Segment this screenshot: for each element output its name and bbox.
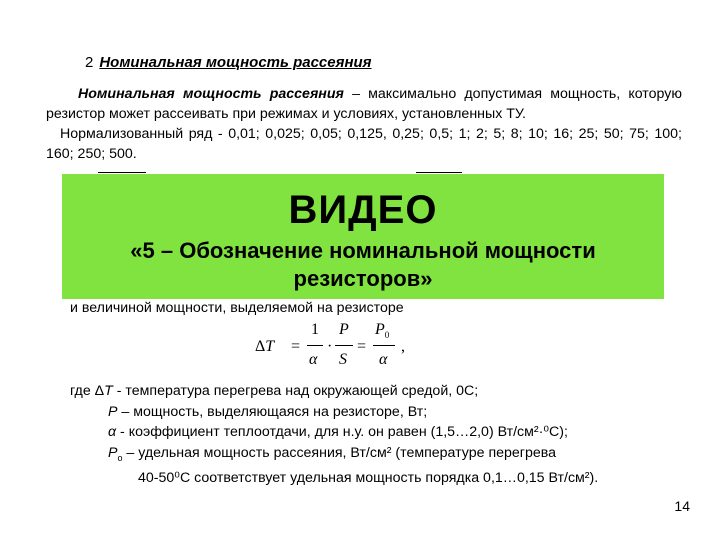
- definition-text: [46, 84, 682, 124]
- video-overlay[interactable]: [62, 174, 664, 299]
- symbol-definitions: [70, 381, 598, 488]
- definition-term: Номинальная мощность рассеяния: [78, 86, 344, 102]
- def-specific-power-cont: 40-50⁰С соответствует удельная мощность порядка 0,1…0,15 Вт/см²).: [138, 469, 599, 486]
- definition-paragraph: [46, 84, 682, 164]
- section-title: Номинальная мощность рассеяния: [99, 54, 372, 71]
- def-specific-power: $P_о$ – удельная мощность рассеяния, Вт/см² (температуре перегрева: [108, 444, 557, 463]
- section-number: 2: [85, 54, 94, 71]
- page-number: 14: [674, 498, 690, 514]
- frac2-numerator: P: [339, 321, 349, 338]
- frac3-denominator: α: [379, 351, 388, 368]
- video-subtitle: «5 – Обозначение номинальной мощности резисторов»: [130, 238, 596, 291]
- overheat-formula: [255, 321, 425, 375]
- formula-comma: ,: [401, 338, 405, 355]
- frac3-numerator: $P_0$: [375, 321, 390, 341]
- frac1-bar: [307, 345, 323, 346]
- frac3-bar: [373, 345, 395, 346]
- def-alpha: α - коэффициент теплоотдачи, для н.у. он равен (1,5…2,0) Вт/см²·⁰С);: [108, 424, 568, 440]
- def-power: P – мощность, выделяющаяся на резисторе, Вт;: [108, 403, 428, 420]
- normalized-series: Нормализованный ряд - 0,01; 0,025; 0,05; 0,125, 0,25; 0,5; 1; 2; 5; 8; 10; 16; 25; 50; 75; 100; 160; 250; 500.: [46, 126, 682, 162]
- video-title: ВИДЕО: [288, 188, 438, 232]
- formula-equals-1: =: [291, 338, 301, 355]
- frac2-denominator: S: [339, 351, 347, 368]
- formula-lhs: ΔT: [255, 338, 275, 355]
- formula-dot: ·: [327, 338, 333, 355]
- frac1-numerator: 1: [311, 321, 319, 338]
- section-heading: [85, 54, 372, 71]
- frac1-denominator: α: [309, 351, 318, 368]
- frac2-bar: [335, 345, 353, 346]
- formula-equals-2: =: [357, 338, 367, 355]
- text-underline-fragment: [416, 172, 462, 173]
- text-underline-fragment: [98, 172, 146, 173]
- definition-body: – максимально допустимая мощность, которую резистор может рассеивать при режимах и условиях, установленных ТУ.: [46, 86, 683, 122]
- partial-text-line: и величиной мощности, выделяемой на резисторе: [70, 300, 404, 316]
- def-delta-t: где ΔT - температура перегрева над окружающей средой, 0С;: [70, 383, 479, 399]
